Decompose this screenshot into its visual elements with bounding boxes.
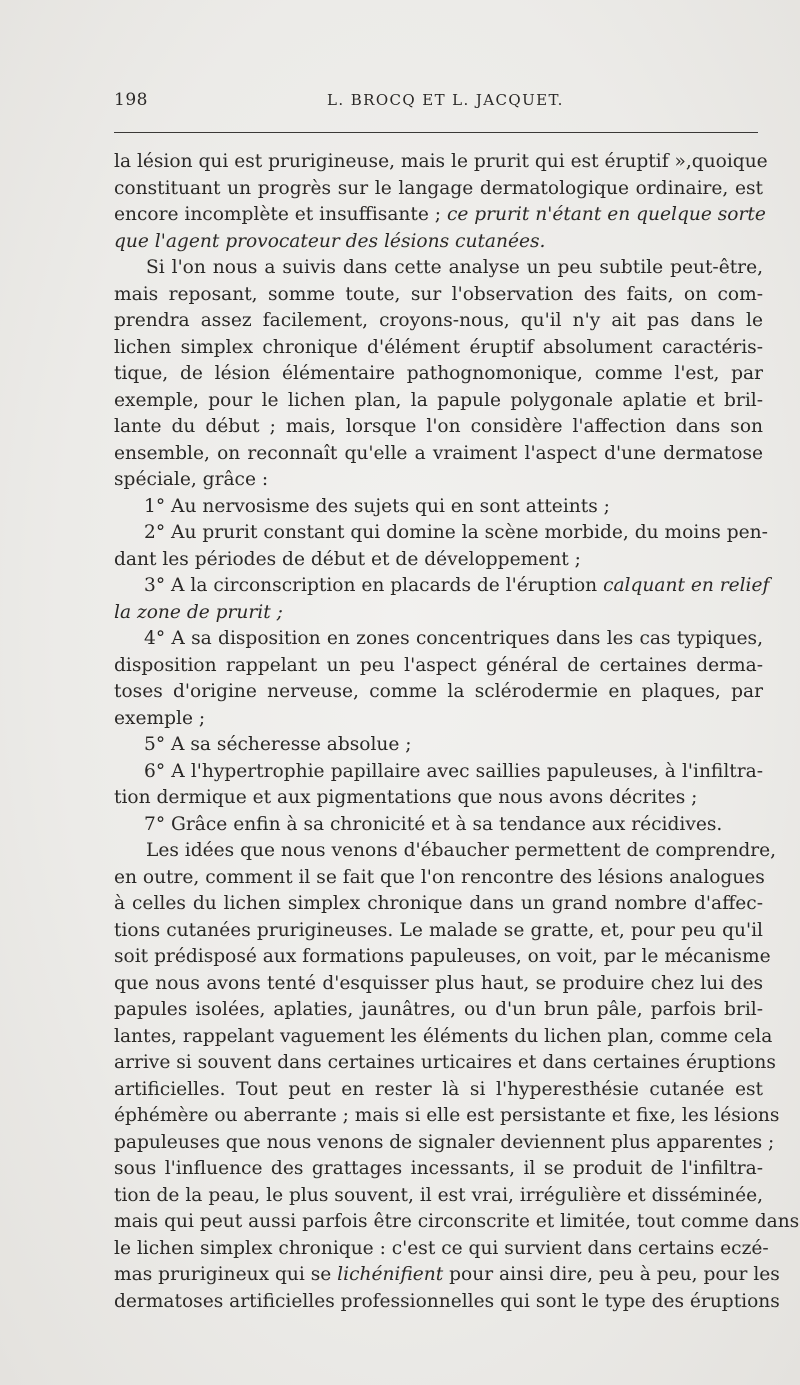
text-line: tion de la peau, le plus souvent, il est vrai, irrégulière et disséminée, [114, 1184, 763, 1206]
text-line: le lichen simplex chronique : c'est ce qui survient dans certains eczé- [114, 1237, 769, 1259]
text-line: dant les périodes de début et de développement ; [114, 548, 581, 570]
text-line: que l'agent provocateur des lésions cutanées. [114, 230, 546, 252]
text-line: à celles du lichen simplex chronique dans un grand nombre d'affec- [114, 893, 763, 914]
text-line: artificielles. Tout peut en rester là si l'hyperesthésie cutanée est [114, 1078, 763, 1100]
text-line: papuleuses que nous venons de signaler deviennent plus apparentes ; [114, 1131, 775, 1153]
text-line: Les idées que nous venons d'ébaucher permettent de comprendre, [146, 840, 777, 861]
text-line: encore incomplète et insuffisante ; ce prurit n'étant en quelque sorte [114, 204, 766, 225]
text-line: 7° Grâce enfin à sa chronicité et à sa tendance aux récidives. [144, 813, 723, 835]
page-number: 198 [114, 90, 148, 110]
text-line: prendra assez facilement, croyons-nous, qu'il n'y ait pas dans le [114, 310, 763, 331]
text-line: tique, de lésion élémentaire pathognomonique, comme l'est, par [114, 363, 763, 384]
text-line: mas prurigineux qui se lichénifient pour ainsi dire, peu à peu, pour les [114, 1264, 780, 1285]
text-line: constituant un progrès sur le langage dermatologique ordinaire, est [114, 177, 763, 199]
text-line: tions cutanées prurigineuses. Le malade se gratte, et, pour peu qu'il [114, 919, 763, 941]
text-line: la zone de prurit ; [114, 601, 283, 623]
text-line: 5° A sa sécheresse absolue ; [144, 734, 412, 755]
text-line: exemple ; [114, 707, 206, 729]
text-line: soit prédisposé aux formations papuleuses, on voit, par le mécanisme [114, 946, 771, 967]
text-line: lichen simplex chronique d'élément éruptif absolument caractéris- [114, 336, 763, 358]
text-line: spéciale, grâce : [114, 469, 269, 490]
text-line: 1° Au nervosisme des sujets qui en sont atteints ; [144, 495, 610, 517]
text-line: mais reposant, somme toute, sur l'observation des faits, on com- [114, 283, 763, 305]
text-line: toses d'origine nerveuse, comme la sclérodermie en plaques, par [114, 681, 763, 702]
text-line: Si l'on nous a suivis dans cette analyse un peu subtile peut-être, [146, 257, 763, 278]
text-line: dermatoses artificielles professionnelles qui sont le type des éruptions [114, 1290, 780, 1312]
text-line: 3° A la circonscription en placards de l'éruption calquant en relief [144, 575, 770, 596]
text-line: sous l'influence des grattages incessants, il se produit de l'infiltra- [114, 1158, 763, 1179]
text-line: que nous avons tenté d'esquisser plus haut, se produire chez lui des [114, 972, 763, 994]
text-line: 4° A sa disposition en zones concentriques dans les cas typiques, [144, 628, 763, 649]
body-text [114, 149, 800, 1315]
text-line: tion dermique et aux pigmentations que nous avons décrites ; [114, 787, 698, 808]
text-line: en outre, comment il se fait que l'on rencontre des lésions analogues [114, 866, 765, 888]
text-line: lantes, rappelant vaguement les éléments du lichen plan, comme cela [114, 1025, 773, 1047]
text-line: exemple, pour le lichen plan, la papule polygonale aplatie et bril- [114, 389, 763, 411]
text-line: la lésion qui est prurigineuse, mais le prurit qui est éruptif »,quoique [114, 151, 768, 172]
header-rule [114, 132, 758, 133]
text-line: éphémère ou aberrante ; mais si elle est persistante et fixe, les lésions [114, 1105, 780, 1126]
page-header [114, 90, 758, 114]
text-line: papules isolées, aplaties, jaunâtres, ou d'un brun pâle, parfois bril- [114, 999, 763, 1020]
text-line: disposition rappelant un peu l'aspect général de certaines derma- [114, 654, 763, 676]
running-head: L. BROCQ ET L. JACQUET. [327, 91, 564, 109]
text-line: mais qui peut aussi parfois être circonscrite et limitée, tout comme dans [114, 1211, 800, 1232]
text-line: lante du début ; mais, lorsque l'on considère l'affection dans son [114, 416, 763, 437]
text-line: 2° Au prurit constant qui domine la scène morbide, du moins pen- [144, 522, 768, 543]
text-line: ensemble, on reconnaît qu'elle a vraiment l'aspect d'une dermatose [114, 442, 763, 464]
text-line: arrive si souvent dans certaines urticaires et dans certaines éruptions [114, 1052, 776, 1073]
text-line: 6° A l'hypertrophie papillaire avec saillies papuleuses, à l'infiltra- [144, 760, 763, 782]
